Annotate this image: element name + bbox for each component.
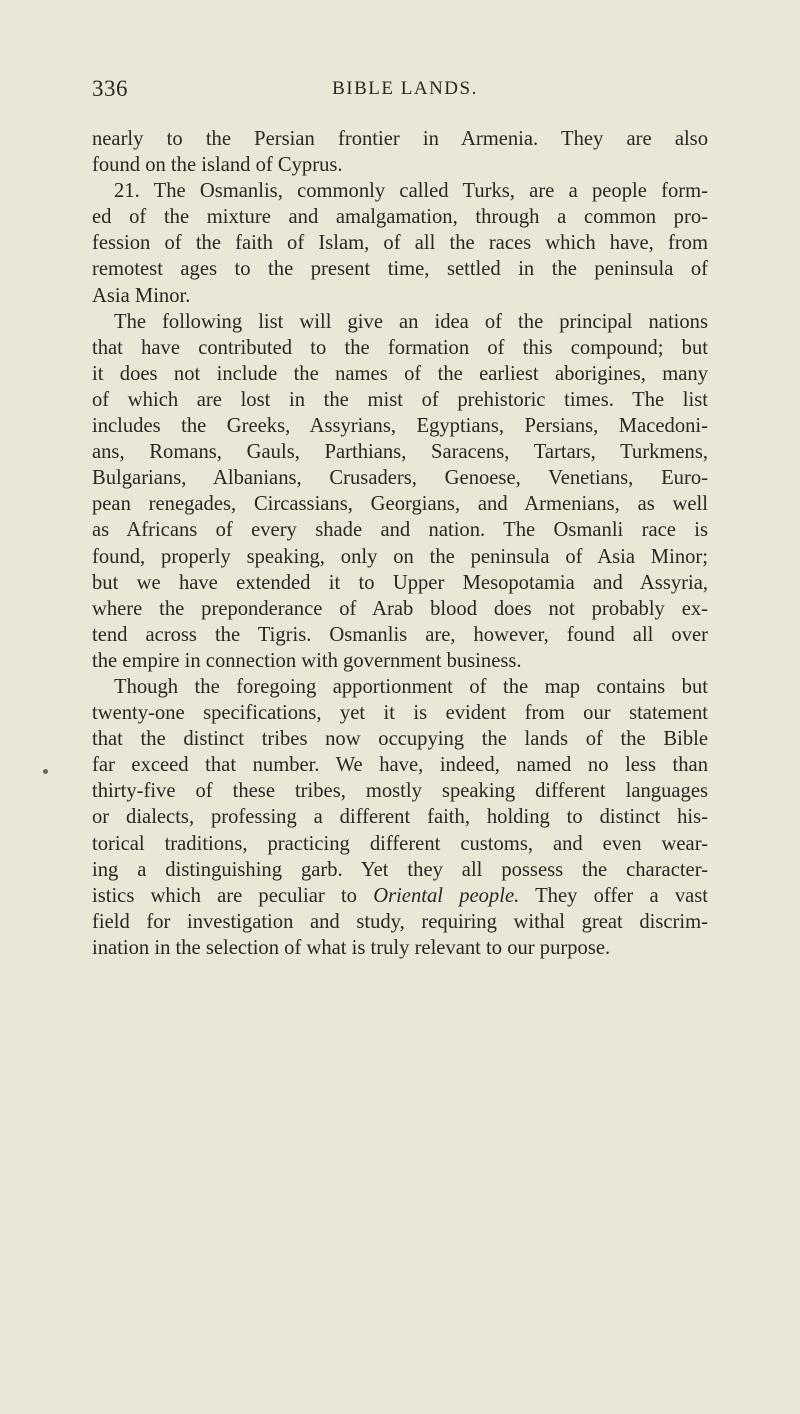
text-line: Bulgarians, Albanians, Crusaders, Genoese, Venetians, Euro- bbox=[92, 467, 708, 490]
text-line: tend across the Tigris. Osmanlis are, however, found all over bbox=[92, 623, 708, 646]
text-line: nearly to the Persian frontier in Armenia. They are also bbox=[92, 128, 708, 150]
text-line: of which are lost in the mist of prehistoric times. The list bbox=[92, 388, 708, 411]
text-line: the empire in connection with government business. bbox=[92, 649, 522, 672]
text-line: that have contributed to the formation of this compound; but bbox=[92, 336, 708, 359]
running-head bbox=[92, 76, 708, 106]
line-lead: istics which are peculiar to bbox=[92, 884, 374, 907]
running-title: BIBLE LANDS. bbox=[332, 78, 478, 99]
text-line: where the preponderance of Arab blood does not probably ex- bbox=[92, 597, 708, 620]
text-line: twenty-one specifications, yet it is evident from our statement bbox=[92, 702, 708, 725]
page-number: 336 bbox=[92, 76, 128, 101]
paragraph-start: The following list will give an idea of the principal nations bbox=[114, 310, 708, 333]
paragraph-21-start: 21. The Osmanlis, commonly called Turks, are a people form- bbox=[114, 180, 708, 203]
text-line-with-emphasis bbox=[92, 883, 708, 909]
text-line: fession of the faith of Islam, of all the races which have, from bbox=[92, 232, 708, 255]
text-line: Asia Minor. bbox=[92, 284, 191, 307]
text-line: but we have extended it to Upper Mesopotamia and Assyria, bbox=[92, 571, 708, 594]
text-line: torical traditions, practicing different customs, and even wear- bbox=[92, 832, 708, 855]
text-line: pean renegades, Circassians, Georgians, and Armenians, as well bbox=[92, 493, 708, 516]
text-line: remotest ages to the present time, settled in the peninsula of bbox=[92, 258, 708, 281]
line-tail: They offer a vast bbox=[519, 884, 708, 907]
text-line: includes the Greeks, Assyrians, Egyptians, Persians, Macedoni- bbox=[92, 415, 708, 438]
text-line: found, properly speaking, only on the peninsula of Asia Minor; bbox=[92, 545, 708, 568]
text-line: thirty-five of these tribes, mostly speaking different languages bbox=[92, 780, 708, 803]
text-line: field for investigation and study, requiring withal great discrim- bbox=[92, 910, 708, 933]
emphasis-phrase: Oriental people. bbox=[373, 884, 520, 907]
text-line: ing a distinguishing garb. Yet they all possess the character- bbox=[92, 858, 708, 881]
text-line: found on the island of Cyprus. bbox=[92, 154, 343, 177]
text-line: ans, Romans, Gauls, Parthians, Saracens, Tartars, Turkmens, bbox=[92, 441, 708, 464]
text-line: ination in the selection of what is truly relevant to our purpose. bbox=[92, 936, 611, 959]
text-line: as Africans of every shade and nation. The Osmanli race is bbox=[92, 519, 708, 542]
margin-ink-spot bbox=[43, 769, 48, 774]
text-line: it does not include the names of the earliest aborigines, many bbox=[92, 362, 708, 385]
text-line: far exceed that number. We have, indeed, named no less than bbox=[92, 754, 708, 777]
text-line: that the distinct tribes now occupying the lands of the Bible bbox=[92, 728, 708, 751]
text-line: or dialects, professing a different faith, holding to distinct his- bbox=[92, 806, 708, 829]
body-text bbox=[92, 126, 708, 961]
paragraph-start: Though the foregoing apportionment of the map contains but bbox=[114, 675, 708, 698]
text-line: ed of the mixture and amalgamation, through a common pro- bbox=[92, 206, 708, 229]
